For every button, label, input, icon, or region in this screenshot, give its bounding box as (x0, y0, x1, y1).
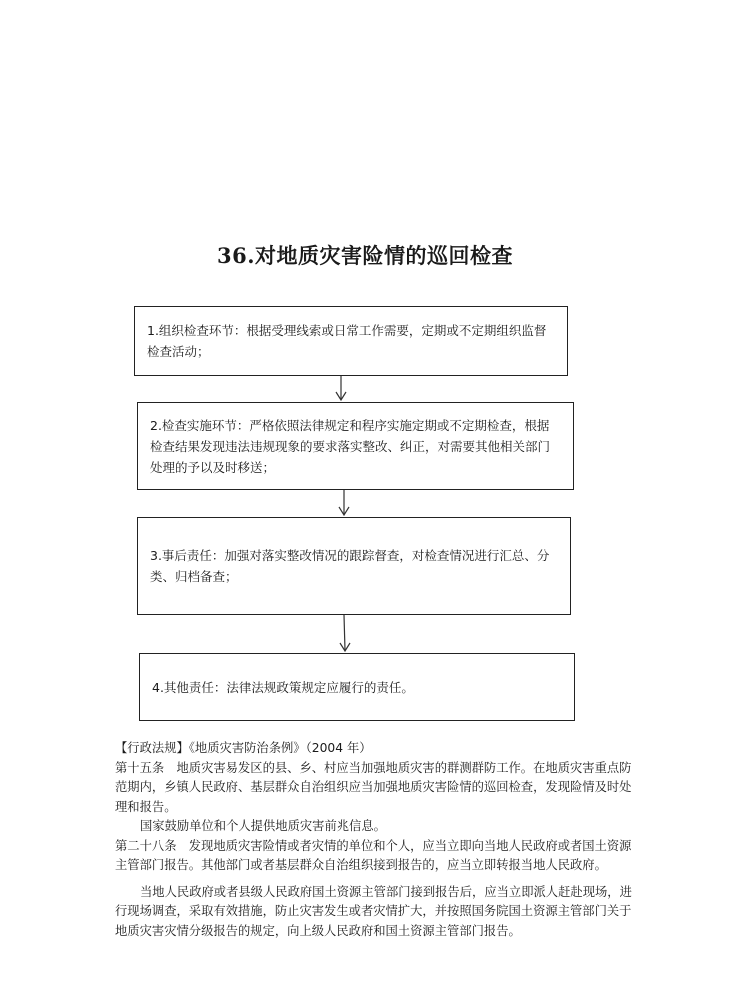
flow-step-1 (134, 306, 568, 376)
arrow-3-4 (344, 615, 345, 650)
page-title: 36.对地质灾害险情的巡回检查 (216, 243, 514, 268)
flow-step-2-text: 2.检查实施环节：严格依照法律规定和程序实施定期或不定期检查，根据检查结果发现违法违规现象的要求落实整改、纠正，对需要其他相关部门处理的予以及时移送； (150, 417, 551, 475)
article-28-response: 当地人民政府或者县级人民政府国土资源主管部门接到报告后，应当立即派人赶赴现场，进行现场调查，采取有效措施，防止灾害发生或者灾情扩大，并按照国务院国土资源主管部门关于地质灾害灾情分级报告的规定，向上级人民政府和国土资源主管部门报告。 (115, 884, 632, 938)
article-15-encouragement: 国家鼓励单位和个人提供地质灾害前兆信息。 (140, 819, 386, 833)
flow-step-3-text: 3.事后责任：加强对落实整改情况的跟踪督查，对检查情况进行汇总、分类、归档备查； (150, 548, 550, 584)
article-28: 第二十八条 发现地质灾害险情或者灾情的单位和个人，应当立即向当地人民政府或者国土资源主管部门报告。其他部门或者基层群众自治组织接到报告的，应当立即转报当地人民政府。 (115, 838, 632, 872)
legal-basis (115, 739, 635, 941)
article-15: 第十五条 地质灾害易发区的县、乡、村应当加强地质灾害的群测群防工作。在地质灾害重点防范期内，乡镇人民政府、基层群众自治组织应当加强地质灾害险情的巡回检查，发现险情及时处理和报告。 (115, 760, 632, 814)
flow-step-3 (137, 517, 571, 615)
flow-step-4-text: 4.其他责任：法律法规政策规定应履行的责任。 (152, 679, 414, 695)
flow-step-4 (139, 653, 575, 721)
flow-step-1-text: 1.组织检查环节：根据受理线索或日常工作需要，定期或不定期组织监督检查活动； (147, 323, 547, 359)
flow-step-2 (137, 402, 574, 490)
legal-basis-heading: 【行政法规】《地质灾害防治条例》（2004 年） (115, 741, 372, 755)
